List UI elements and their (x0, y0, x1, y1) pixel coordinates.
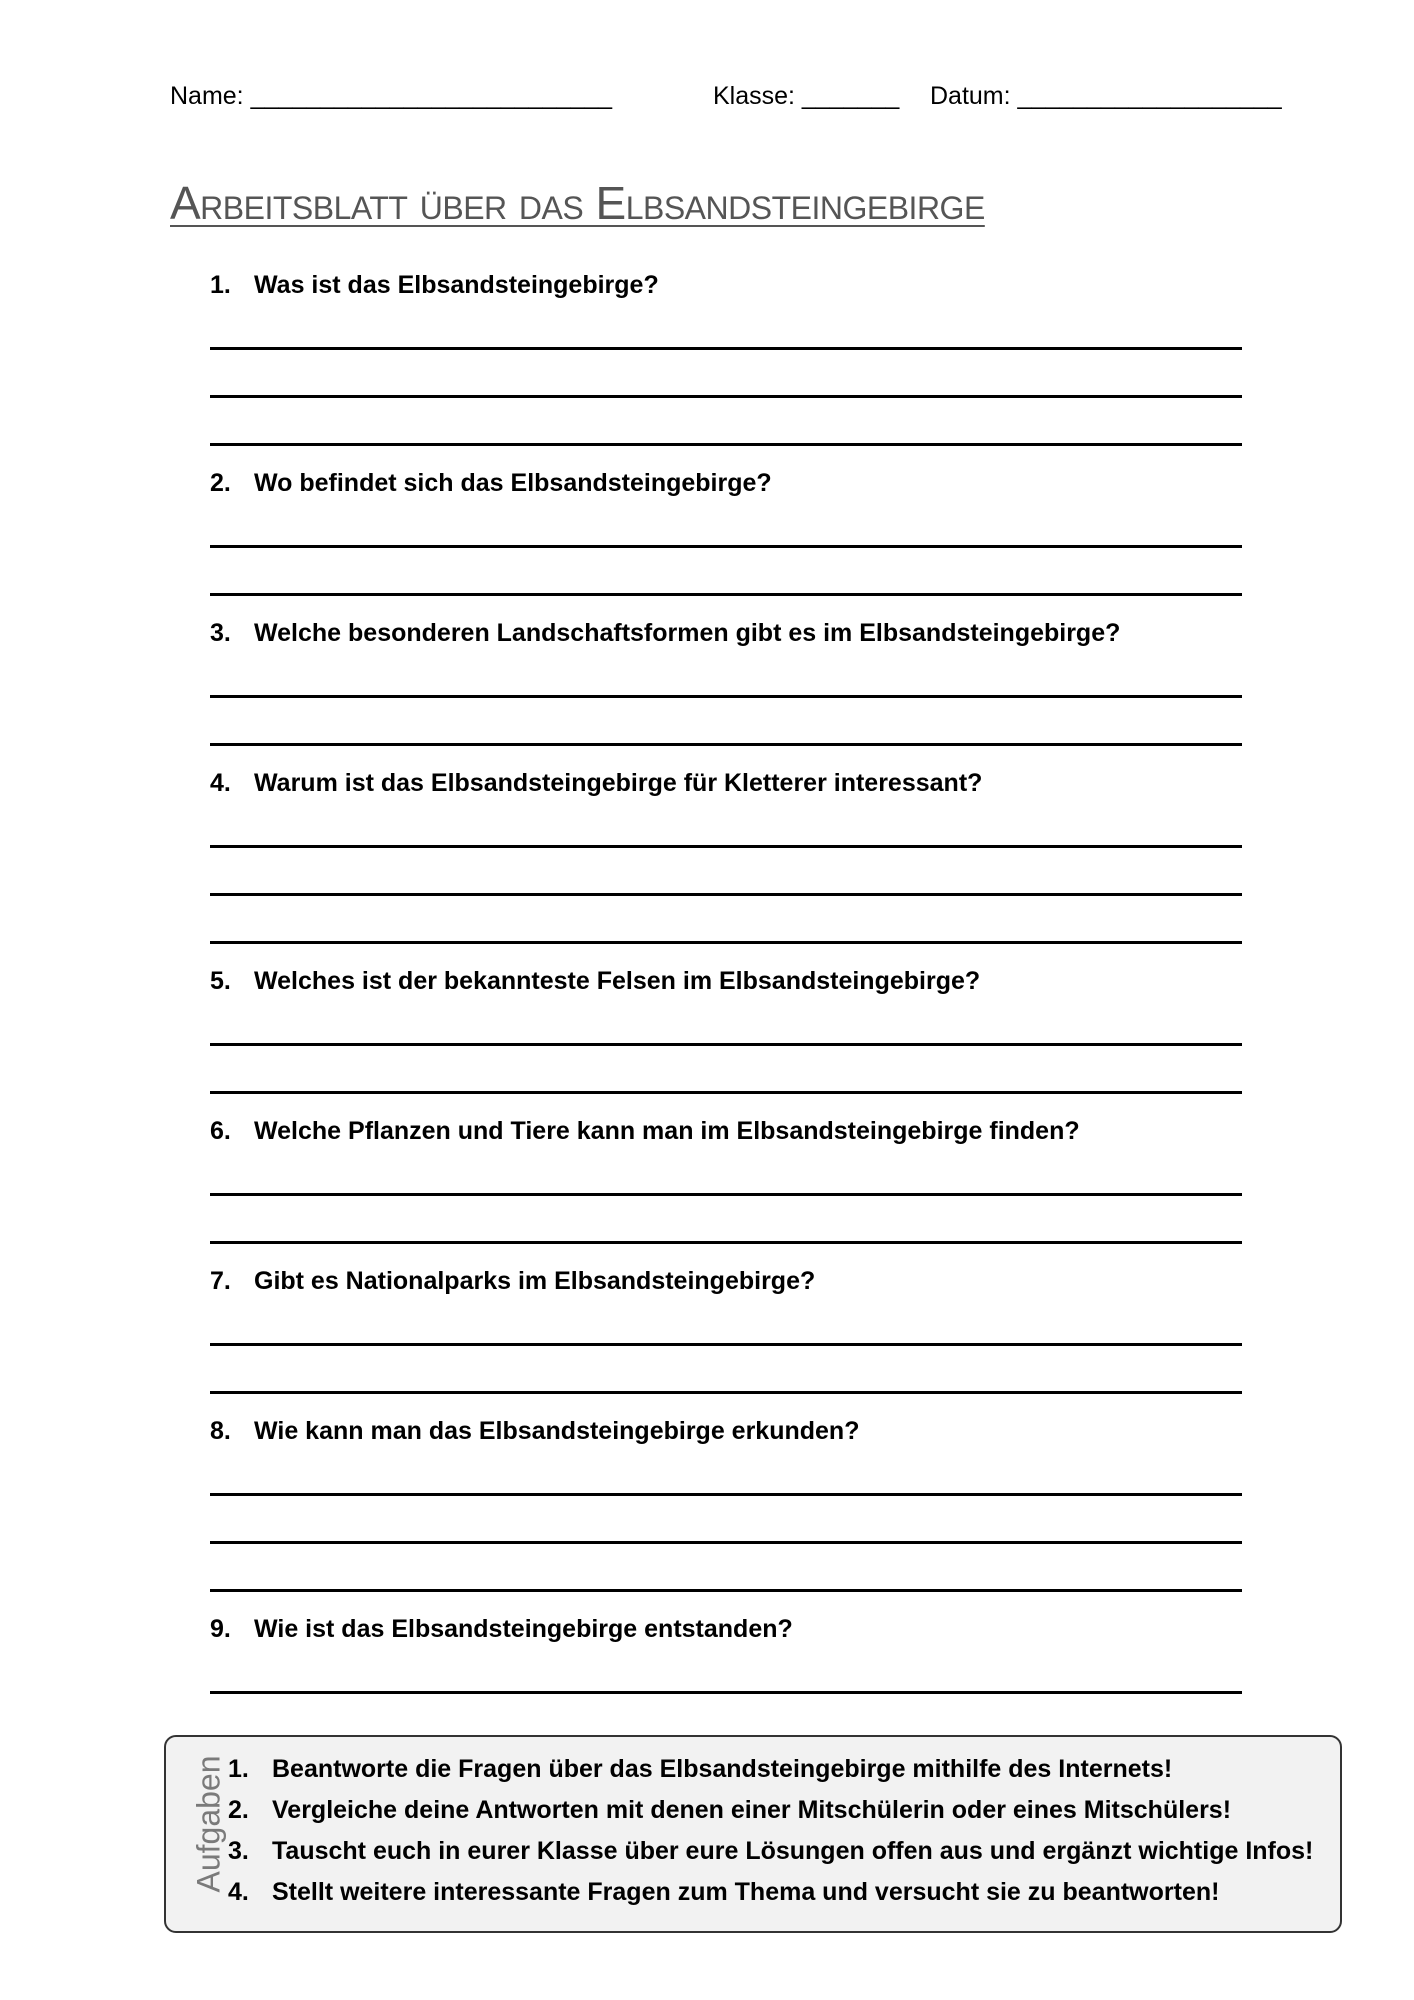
answer-line[interactable] (210, 350, 1242, 398)
question-label: Gibt es Nationalparks im Elbsandsteingebirge? (254, 1267, 816, 1295)
answer-line[interactable] (210, 548, 1242, 596)
question-label: Wie kann man das Elbsandsteingebirge erkunden? (254, 1417, 860, 1445)
question-number: 4. (210, 769, 231, 797)
question-label: Was ist das Elbsandsteingebirge? (254, 271, 659, 299)
question-list (210, 268, 1242, 1742)
question-label: Wo befindet sich das Elbsandsteingebirge? (254, 469, 772, 497)
answer-line[interactable] (210, 698, 1242, 746)
task-number: 2. (228, 1796, 249, 1824)
task-text: Tauscht euch in eurer Klasse über eure Lösungen offen aus und ergänzt wichtige Infos! (272, 1837, 1314, 1865)
answer-line[interactable] (210, 800, 1242, 848)
answer-line[interactable] (210, 1544, 1242, 1592)
task-number: 1. (228, 1755, 249, 1783)
question-number: 6. (210, 1117, 231, 1145)
question-label: Warum ist das Elbsandsteingebirge für Kletterer interessant? (254, 769, 983, 797)
answer-line[interactable] (210, 1148, 1242, 1196)
page-title: Arbeitsblatt über das Elbsandsteingebirge (170, 177, 985, 229)
question-5 (210, 964, 1242, 1094)
question-text (210, 964, 1242, 998)
header (170, 82, 1282, 122)
task-text: Beantworte die Fragen über das Elbsandsteingebirge mithilfe des Internets! (272, 1755, 1173, 1783)
task-text: Vergleiche deine Antworten mit denen einer Mitschülerin oder eines Mitschülers! (272, 1796, 1232, 1824)
question-6 (210, 1114, 1242, 1244)
question-number: 1. (210, 271, 231, 299)
question-9 (210, 1612, 1242, 1742)
task-item (228, 1831, 1313, 1872)
question-4 (210, 766, 1242, 944)
question-2 (210, 466, 1242, 596)
question-text (210, 466, 1242, 500)
name-field[interactable]: Name: __________________________ (170, 82, 613, 110)
answer-line[interactable] (210, 1196, 1242, 1244)
answer-line[interactable] (210, 896, 1242, 944)
tasks-label: Aufgaben (190, 1755, 227, 1893)
question-label: Welches ist der bekannteste Felsen im Elbsandsteingebirge? (254, 967, 981, 995)
question-3 (210, 616, 1242, 746)
question-label: Welche Pflanzen und Tiere kann man im Elbsandsteingebirge finden? (254, 1117, 1080, 1145)
question-text (210, 268, 1242, 302)
tasks-box (164, 1735, 1342, 1933)
question-7 (210, 1264, 1242, 1394)
class-field[interactable]: Klasse: _______ (713, 82, 900, 110)
question-text (210, 766, 1242, 800)
task-list (228, 1749, 1313, 1913)
question-text (210, 1414, 1242, 1448)
question-8 (210, 1414, 1242, 1592)
question-number: 7. (210, 1267, 231, 1295)
date-field[interactable]: Datum: ___________________ (930, 82, 1282, 110)
answer-line[interactable] (210, 500, 1242, 548)
question-text (210, 1114, 1242, 1148)
answer-line[interactable] (210, 302, 1242, 350)
question-text (210, 1264, 1242, 1298)
answer-line[interactable] (210, 1646, 1242, 1694)
answer-line[interactable] (210, 398, 1242, 446)
answer-line[interactable] (210, 1346, 1242, 1394)
task-number: 4. (228, 1878, 249, 1906)
task-number: 3. (228, 1837, 249, 1865)
question-number: 2. (210, 469, 231, 497)
answer-line[interactable] (210, 650, 1242, 698)
task-item (228, 1749, 1313, 1790)
question-number: 5. (210, 967, 231, 995)
question-number: 8. (210, 1417, 231, 1445)
question-number: 3. (210, 619, 231, 647)
question-label: Welche besonderen Landschaftsformen gibt es im Elbsandsteingebirge? (254, 619, 1121, 647)
answer-line[interactable] (210, 1496, 1242, 1544)
question-1 (210, 268, 1242, 446)
answer-line[interactable] (210, 998, 1242, 1046)
question-label: Wie ist das Elbsandsteingebirge entstanden? (254, 1615, 793, 1643)
answer-line[interactable] (210, 1046, 1242, 1094)
task-item (228, 1872, 1313, 1913)
answer-line[interactable] (210, 1448, 1242, 1496)
question-text (210, 616, 1242, 650)
task-item (228, 1790, 1313, 1831)
question-text (210, 1612, 1242, 1646)
answer-line[interactable] (210, 848, 1242, 896)
task-text: Stellt weitere interessante Fragen zum Thema und versucht sie zu beantworten! (272, 1878, 1220, 1906)
answer-line[interactable] (210, 1298, 1242, 1346)
question-number: 9. (210, 1615, 231, 1643)
